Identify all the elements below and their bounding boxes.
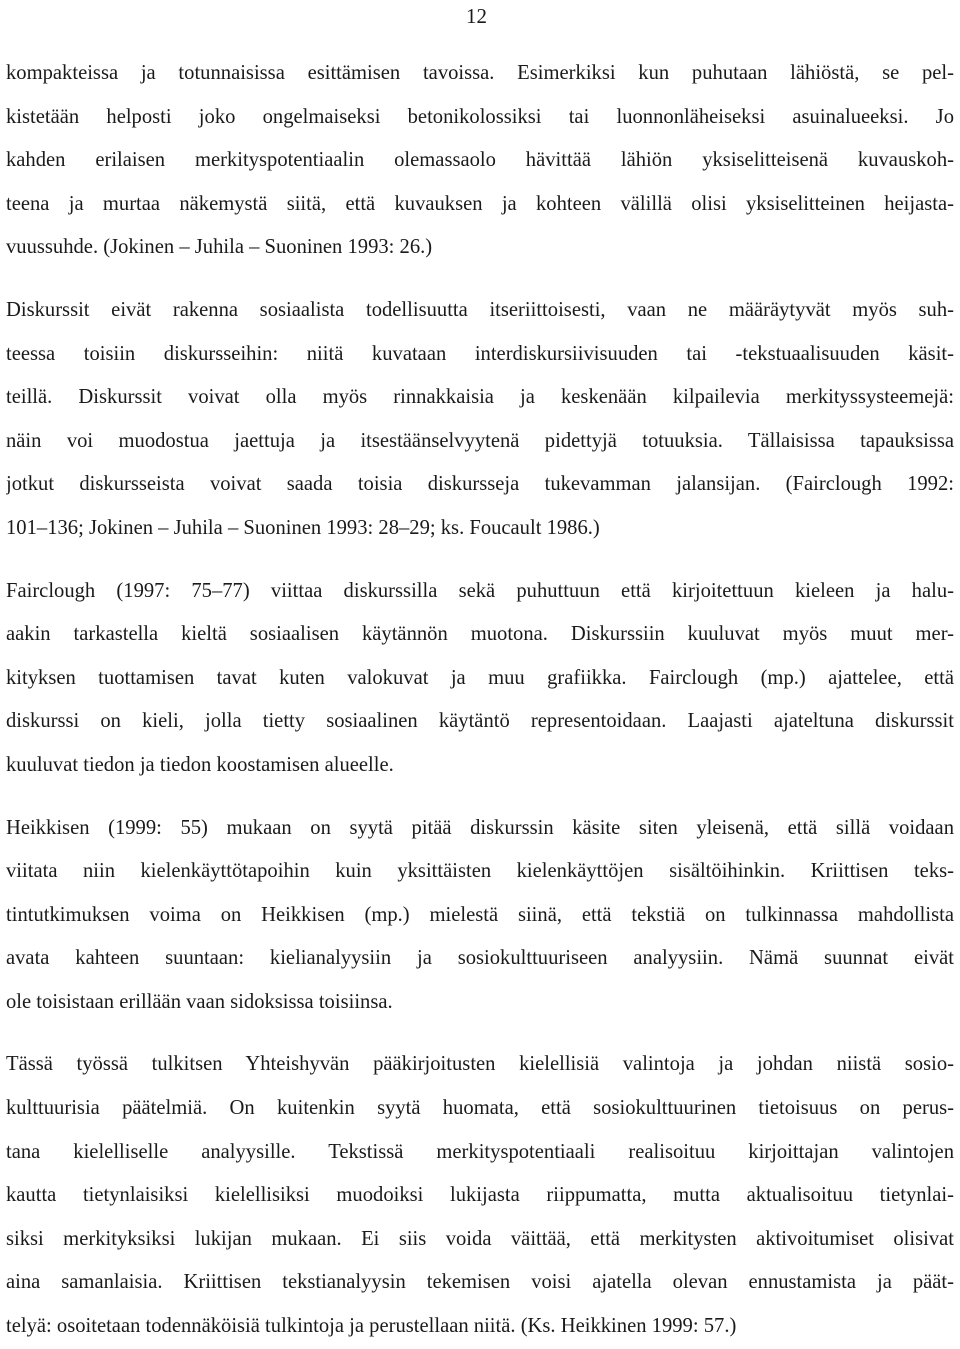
paragraph-1 — [6, 52, 954, 270]
text-line: teessa toisiin diskursseihin: niitä kuvataan interdiskursiivisuuden tai -tekstuaalisuuden käsit- — [6, 342, 954, 365]
text-line: kompakteissa ja totunnaisissa esittämisen tavoissa. Esimerkiksi kun puhutaan lähiöstä, se pel- — [6, 62, 954, 84]
paragraph-4 — [6, 807, 954, 1025]
text-line: 101–136; Jokinen – Juhila – Suoninen 1993: 28–29; ks. Foucault 1986.) — [6, 516, 600, 539]
text-line: Fairclough (1997: 75–77) viittaa diskurssilla sekä puhuttuun että kirjoitettuun kieleen ja halu- — [6, 579, 954, 602]
text-line: telyä: osoitetaan todennäköisiä tulkintoja ja perustellaan niitä. (Ks. Heikkinen 1999: 57.) — [6, 1315, 737, 1338]
text-line: viitata niin kielenkäyttötapoihin kuin yksittäisten kielenkäyttöjen sisältöihinkin. Kriittisen teks- — [6, 860, 954, 883]
text-line: Tässä työssä tulkitsen Yhteishyvän pääkirjoitusten kielellisiä valintoja ja johdan niistä sosio- — [6, 1053, 954, 1076]
text-line: avata kahteen suuntaan: kielianalyysiin ja sosiokulttuuriseen analyysiin. Nämä suunnat eivät — [6, 947, 954, 970]
text-line: diskurssi on kieli, jolla tietty sosiaalinen käytäntö representoidaan. Laajasti ajateltuna diskurssit — [6, 710, 954, 733]
text-line: kautta tietynlaisiksi kielellisiksi muodoiksi lukijasta riippumatta, mutta aktualisoituu tietynlai- — [6, 1184, 954, 1207]
text-line: aakin tarkastella kieltä sosiaalisen käytännön muotona. Diskurssiin kuuluvat myös muut mer- — [6, 623, 954, 646]
text-line: ole toisistaan erillään vaan sidoksissa toisiinsa. — [6, 990, 393, 1013]
text-line: näin voi muodostua jaettuja ja itsestäänselvyytenä pidettyjä totuuksia. Tällaisissa tapauksissa — [6, 429, 954, 452]
text-line: kistetään helposti joko ongelmaiseksi betonikolossiksi tai luonnonläheiseksi asuinalueeksi. Jo — [6, 105, 954, 128]
paragraph-3 — [6, 570, 954, 788]
text-line: kahden erilaisen merkityspotentiaalin olemassaolo hävittää lähiön yksiselitteisenä kuvauskoh- — [6, 149, 954, 172]
text-line: jotkut diskursseista voivat saada toisia diskursseja tukevamman jalansijan. (Fairclough 1992: — [6, 473, 954, 496]
text-line: teena ja murtaa näkemystä siitä, että kuvauksen ja kohteen välillä olisi yksiselitteinen heijasta- — [6, 192, 954, 215]
paragraph-5 — [6, 1043, 954, 1348]
text-line: vuussuhde. (Jokinen – Juhila – Suoninen 1993: 26.) — [6, 236, 433, 259]
document-body — [6, 52, 954, 1349]
text-line: tana kielelliselle analyysille. Tekstissä merkityspotentiaali realisoituu kirjoittajan valintojen — [6, 1140, 954, 1163]
text-line: Diskurssit eivät rakenna sosiaalista todellisuutta itseriittoisesti, vaan ne määräytyvät myös suh- — [6, 298, 954, 321]
page-number: 12 — [466, 4, 487, 28]
text-line: aina samanlaisia. Kriittisen tekstianalyysin tekemisen voisi ajatella olevan ennustamista ja päät- — [6, 1271, 954, 1294]
text-line: kityksen tuottamisen tavat kuten valokuvat ja muu grafiikka. Fairclough (mp.) ajattelee, että — [6, 666, 954, 689]
text-line: tintutkimuksen voima on Heikkisen (mp.) mielestä siinä, että tekstiä on tulkinnassa mahdollista — [6, 903, 954, 926]
text-line: Heikkisen (1999: 55) mukaan on syytä pitää diskurssin käsite siten yleisenä, että sillä voidaan — [6, 816, 954, 839]
text-line: kulttuurisia päätelmiä. On kuitenkin syytä huomata, että sosiokulttuurinen tietoisuus on perus- — [6, 1097, 954, 1120]
text-line: teillä. Diskurssit voivat olla myös rinnakkaisia ja keskenään kilpailevia merkityssysteemejä: — [6, 386, 954, 409]
text-line: siksi merkityksiksi lukijan mukaan. Ei siis voida väittää, että merkitysten aktivoitumiset olisivat — [6, 1227, 954, 1250]
paragraph-2 — [6, 289, 954, 551]
text-line: kuuluvat tiedon ja tiedon koostamisen alueelle. — [6, 753, 394, 776]
